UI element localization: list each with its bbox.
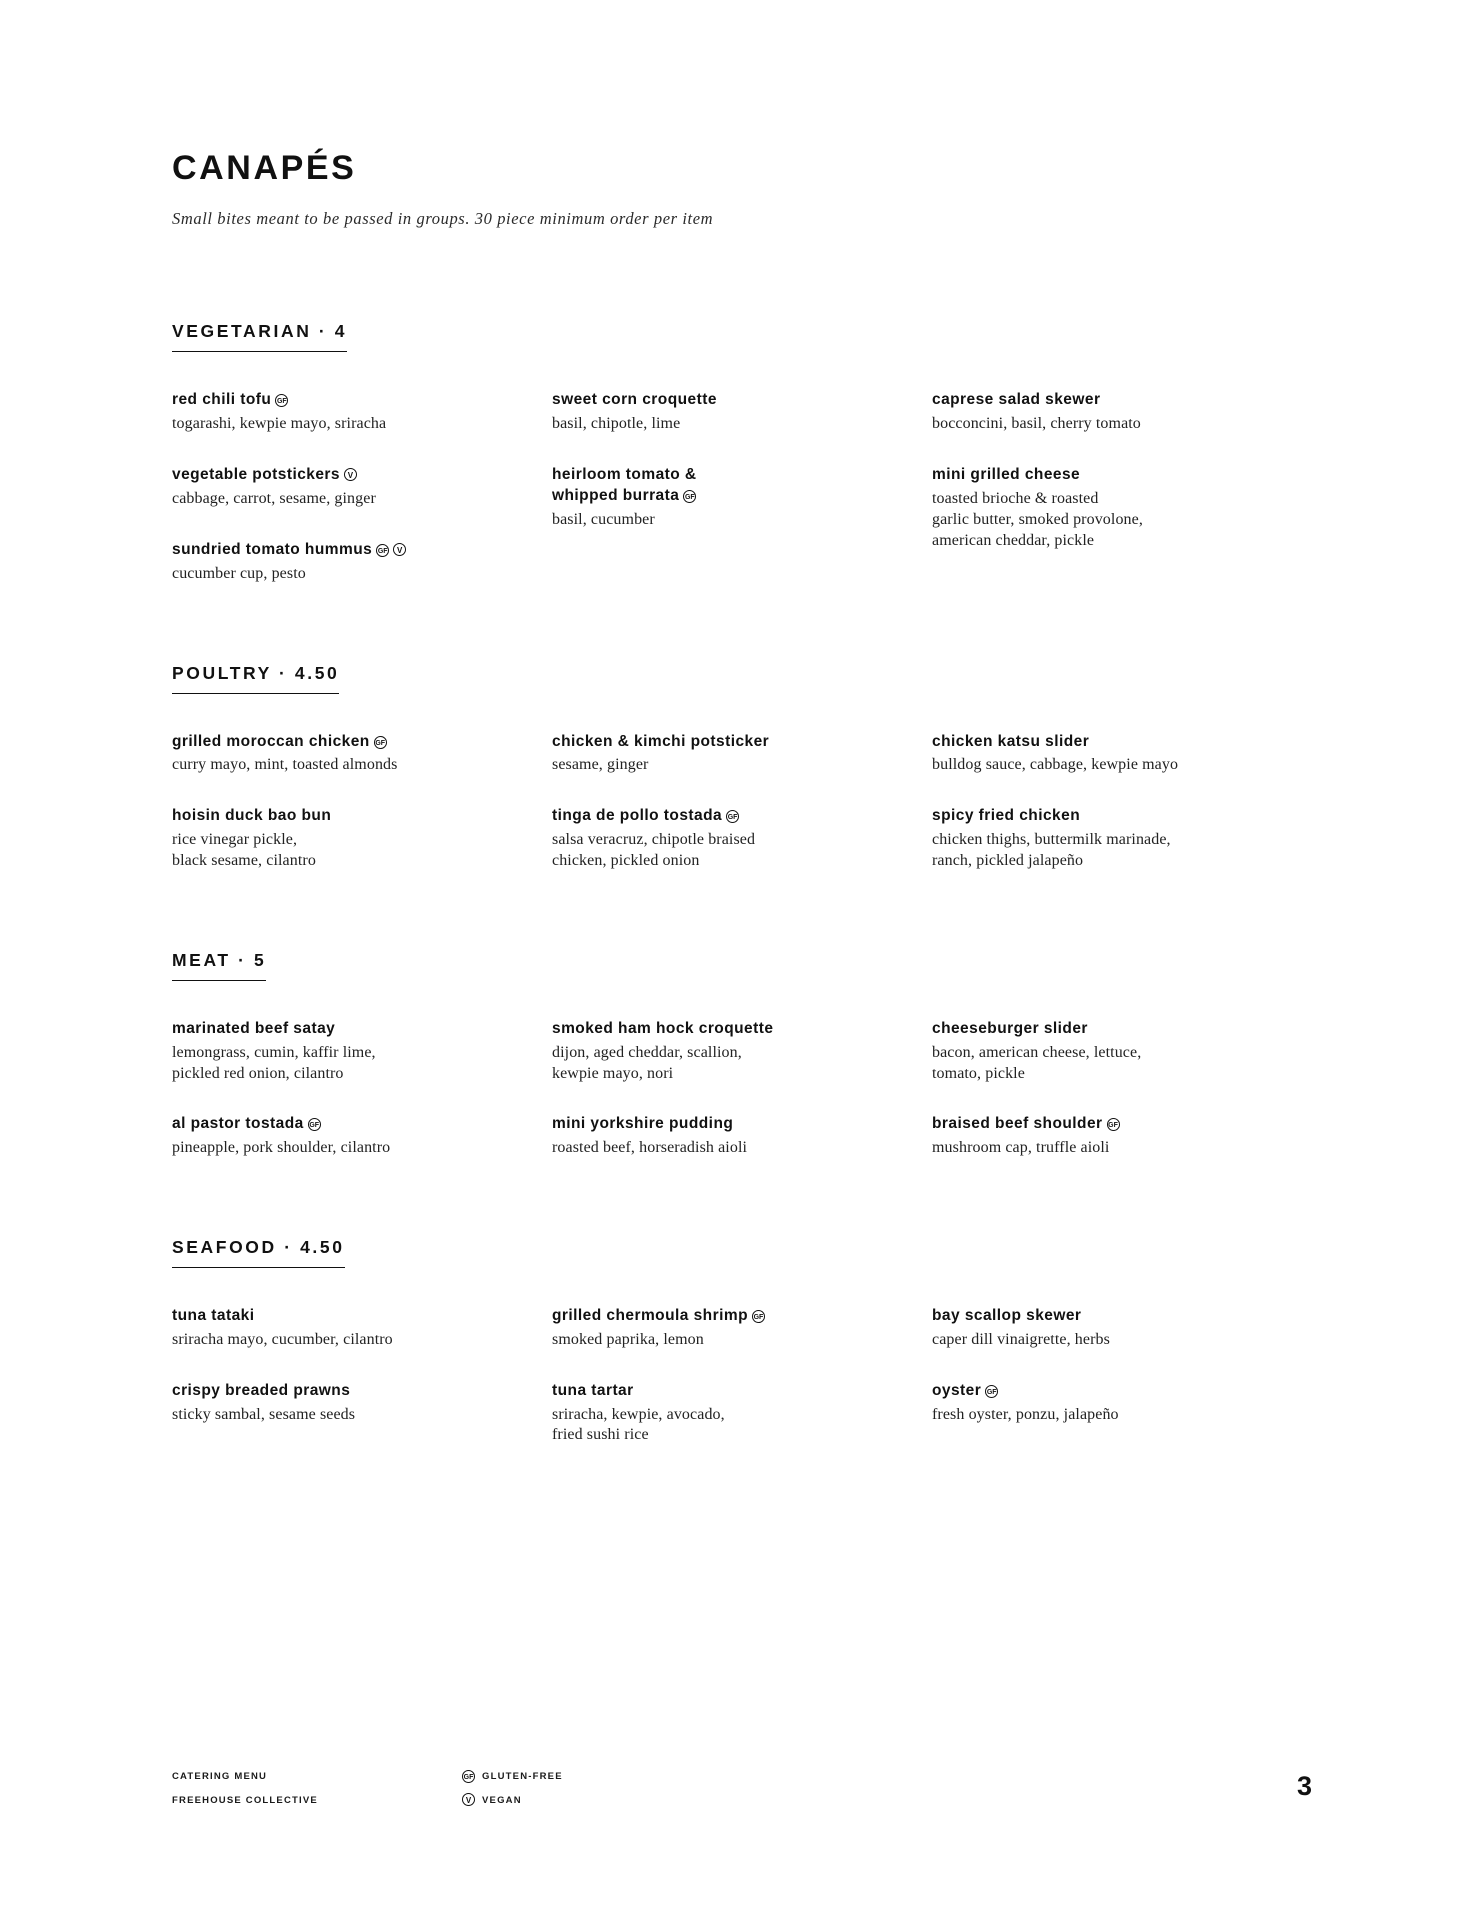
menu-section [172,950,1312,1159]
menu-item-name: oyster GF [932,1381,997,1399]
menu-item-description: bocconcini, basil, cherry tomato [932,415,1141,433]
menu-item [932,465,1280,551]
menu-item [172,732,520,777]
footer-line-1: CATERING MENU [172,1771,268,1782]
menu-section [172,321,1312,584]
menu-column [552,1019,932,1159]
menu-item-name: hoisin duck bao bun [172,807,332,825]
menu-item-name: tuna tataki [172,1307,255,1325]
menu-item-name: caprese salad skewer [932,391,1101,409]
menu-item-name: mini grilled cheese [932,466,1081,484]
menu-item [552,1114,900,1159]
menu-item-description: lemongrass, cumin, kaffir lime, pickled red onion, cilantro [172,1043,376,1082]
gluten-free-icon: GF [1107,1118,1120,1131]
menu-item-description: roasted beef, horseradish aioli [552,1139,748,1157]
menu-item-name: sweet corn croquette [552,391,717,409]
section-heading: SEAFOOD · 4.50 [172,1237,345,1268]
menu-item-description: basil, cucumber [552,510,655,528]
menu-item-name: heirloom tomato & whipped burrata GF [552,466,697,505]
menu-item-name: vegetable potstickers V [172,465,520,486]
gluten-free-icon: GF [376,544,389,557]
menu-column [172,390,552,584]
menu-item-description: sticky sambal, sesame seeds [172,1405,356,1423]
gluten-free-icon: GF [752,1310,765,1323]
menu-item-name: cheeseburger slider [932,1019,1088,1037]
gluten-free-icon: GF [308,1118,321,1131]
vegan-icon: V [462,1793,475,1806]
menu-item [552,732,900,777]
menu-item-description: toasted brioche & roasted garlic butter, smoked provolone, american cheddar, pickle [932,490,1143,549]
menu-item [552,1381,900,1447]
footer-brand [172,1765,318,1813]
menu-column [552,390,932,584]
gluten-free-icon: GF [683,490,696,503]
menu-item-description: chicken thighs, buttermilk marinade, ranch, pickled jalapeño [932,831,1171,869]
legend-row [462,1789,563,1813]
section-columns [172,1306,1312,1446]
gluten-free-icon: GF [462,1770,475,1783]
menu-item [172,390,520,435]
menu-item-description: salsa veracruz, chipotle braised chicken, pickled onion [552,831,756,869]
menu-item [172,1306,520,1351]
legend-row [462,1765,563,1789]
legend-label: GLUTEN-FREE [482,1771,563,1782]
menu-item-description: cabbage, carrot, sesame, ginger [172,490,376,508]
vegan-icon: V [393,543,406,556]
section-columns [172,390,1312,584]
page-subtitle: Small bites meant to be passed in groups. 30 piece minimum order per item [172,209,714,229]
menu-item-name: red chili tofu GF [172,391,287,409]
menu-item [932,1114,1280,1159]
section-heading: MEAT · 5 [172,950,266,981]
footer-line-2: FREEHOUSE COLLECTIVE [172,1794,318,1806]
menu-item-description: smoked paprika, lemon [552,1330,704,1348]
menu-column [932,390,1312,584]
section-columns [172,1019,1312,1159]
menu-item-name: sundried tomato hummus GF V [172,540,520,561]
menu-sections [172,321,1312,1446]
menu-item [172,1114,520,1159]
menu-column [172,732,552,872]
menu-section [172,663,1312,872]
menu-item [932,806,1280,872]
page-footer [172,1765,1312,1825]
gluten-free-icon: GF [275,394,288,407]
section-columns [172,732,1312,872]
menu-item [172,465,520,510]
menu-content [172,150,1312,1446]
menu-item [552,390,900,435]
menu-item [932,1381,1280,1426]
menu-item-description: bulldog sauce, cabbage, kewpie mayo [932,756,1179,774]
menu-item-description: pineapple, pork shoulder, cilantro [172,1139,391,1157]
menu-column [932,1019,1312,1159]
menu-item [552,465,900,531]
menu-column [172,1019,552,1159]
menu-item-name: braised beef shoulder GF [932,1115,1118,1133]
menu-item-name: bay scallop skewer [932,1307,1082,1325]
menu-column [932,1306,1312,1446]
menu-item [172,806,520,872]
menu-item-description: sriracha mayo, cucumber, cilantro [172,1330,393,1348]
menu-item [172,1019,520,1085]
menu-item [172,1381,520,1426]
menu-item-description: dijon, aged cheddar, scallion, kewpie mayo, nori [552,1043,742,1082]
menu-column [932,732,1312,872]
menu-item-description: rice vinegar pickle, black sesame, cilantro [172,831,316,869]
gluten-free-icon: GF [726,810,739,823]
menu-item-description: fresh oyster, ponzu, jalapeño [932,1405,1119,1423]
menu-item [932,1019,1280,1085]
menu-item-name: spicy fried chicken [932,807,1081,825]
menu-item-description: bacon, american cheese, lettuce, tomato, pickle [932,1043,1142,1082]
menu-column [552,732,932,872]
vegan-icon: V [344,468,357,481]
menu-item [932,732,1280,777]
section-heading: POULTRY · 4.50 [172,663,339,694]
menu-item [552,1306,900,1351]
menu-section [172,1237,1312,1446]
menu-item-name: al pastor tostada GF [172,1115,320,1133]
menu-item-name: crispy breaded prawns [172,1381,351,1399]
menu-column [172,1306,552,1446]
gluten-free-icon: GF [374,736,387,749]
menu-item [552,1019,900,1085]
menu-item [932,1306,1280,1351]
menu-item-name: tinga de pollo tostada GF [552,807,738,825]
menu-item-description: sriracha, kewpie, avocado, fried sushi rice [552,1405,725,1444]
menu-item [172,540,520,585]
page-number: 3 [1296,1771,1312,1801]
menu-item-description: togarashi, kewpie mayo, sriracha [172,415,387,433]
menu-item-name: chicken katsu slider [932,732,1090,750]
menu-item-description: sesame, ginger [552,756,649,774]
menu-item-description: mushroom cap, truffle aioli [932,1139,1110,1157]
menu-column [552,1306,932,1446]
page-title: CANAPÉS [172,149,357,187]
menu-item-name: grilled moroccan chicken GF [172,732,386,750]
menu-item-name: tuna tartar [552,1381,634,1399]
menu-item-name: marinated beef satay [172,1019,336,1037]
section-heading: VEGETARIAN · 4 [172,321,347,352]
menu-item-name: grilled chermoula shrimp GF [552,1307,764,1325]
legend-label: VEGAN [482,1794,522,1806]
menu-item-description: basil, chipotle, lime [552,415,681,433]
menu-item-description: curry mayo, mint, toasted almonds [172,756,398,774]
menu-item-description: cucumber cup, pesto [172,564,306,582]
menu-item-name: smoked ham hock croquette [552,1019,774,1037]
menu-item [552,806,900,872]
menu-item-description: caper dill vinaigrette, herbs [932,1330,1110,1348]
menu-item-name: mini yorkshire pudding [552,1115,734,1133]
gluten-free-icon: GF [985,1385,998,1398]
footer-legend [462,1765,563,1813]
menu-item-name: chicken & kimchi potsticker [552,732,770,750]
menu-item [932,390,1280,435]
